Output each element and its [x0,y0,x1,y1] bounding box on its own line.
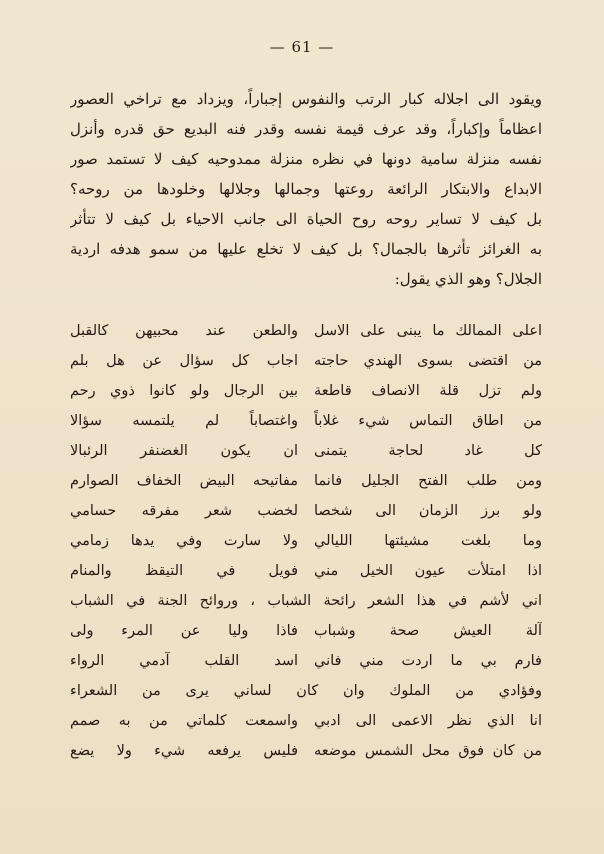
verse-line [70,706,542,736]
verse-line [70,646,542,676]
verse-second-hemistich: واسمعت كلماتي من به صمم [70,713,298,729]
prose-line: الابداع والابتكار الرائعة روعتها وجمالها وجلالها وخلودها من روحه؟ [70,180,542,198]
prose-line: اعظاماً وإكباراً، وقد عرف قيمة نفسه وقدر فنه البديع حق قدره وأنزل [70,120,542,138]
verse-second-hemistich: اجاب كل سؤال عن هل بلم [70,353,298,369]
verse-line [70,556,542,586]
verse-first-hemistich: من اطاق التماس شيء غلاباً [314,413,542,429]
page-number: — 61 — [269,38,335,56]
verse-line: وفؤادي من الملوك وان كان لساني يرى من الشعراء [70,683,542,699]
verse-first-hemistich: ولو برز الزمان الى شخصا [314,503,542,519]
verse-second-hemistich: فاذا وليا عن المرء ولى [70,623,298,639]
verse-second-hemistich: ولا سارت وفي يدها زمامي [70,533,298,549]
verse-second-hemistich: فليس يرفعه شيء ولا يضع [70,743,298,759]
verse-second-hemistich: مفاتيحه البيض الخفاف الصوارم [70,473,298,489]
commentary-line: اني لأشم في هذا الشعر رائحة الشباب ، وروائح الجنة في الشباب [70,593,542,609]
verse-first-hemistich: من اقتضى بسوى الهندي حاجته [314,353,542,369]
verse-first-hemistich: اعلى الممالك ما يبنى على الاسل [314,323,542,339]
verse-first-hemistich: فارم بي ما اردت مني فاني [314,653,542,669]
verse-line [70,376,542,406]
verse-first-hemistich: ومن طلب الفتح الجليل فانما [314,473,542,489]
verse-first-hemistich: اذا امتلأت عيون الخيل مني [314,563,542,579]
prose-line: بل كيف لا تساير روحه روح الحياة الى جانب الاحياء بل كيف لا تتأثر [70,210,542,228]
verse-line [70,616,542,646]
prose-line: نفسه منزلة سامية دونها في نظره منزلة ممدوحيه كيف لا تستمد صور [70,150,542,168]
verse-first-hemistich: وما بلغت مشيئتها الليالي [314,533,542,549]
verse-first-hemistich: من كان فوق محل الشمس موضعه [314,743,542,759]
prose-line: به الغرائز تأثرها بالجمال؟ بل كيف لا تخلع عليها من سمو هدفه اردية [70,240,542,258]
verse-second-hemistich: والطعن عند محبيهن كالقبل [70,323,298,339]
verse-second-hemistich: فويل في التيقظ والمنام [70,563,298,579]
poem [70,316,542,766]
verse-line [70,496,542,526]
verse-line [70,736,542,766]
verse-first-hemistich: كل غاد لحاجة يتمنى [314,443,542,459]
verse-line [70,346,542,376]
verse-line [70,316,542,346]
verse-line [70,406,542,436]
verse-line [70,466,542,496]
prose-line: ويقود الى اجلاله كبار الرتب والنفوس إجباراً، ويزداد مع تراخي العصور [70,90,542,108]
verse-line [70,526,542,556]
verse-second-hemistich: بين الرجال ولو كانوا ذوي رحم [70,383,298,399]
verse-first-hemistich: انا الذي نظر الاعمى الى ادبي [314,713,542,729]
verse-line [70,436,542,466]
verse-first-hemistich: آلة العيش صحة وشباب [314,623,542,639]
prose-line: الجلال؟ وهو الذي يقول: [394,270,542,288]
verse-second-hemistich: واغتصاباً لم يلتمسه سؤالا [70,413,298,429]
verse-second-hemistich: ان يكون الغضنفر الرئبالا [70,443,298,459]
verse-second-hemistich: اسد القلب آدمي الرواء [70,653,298,669]
verse-first-hemistich: ولم تزل قلة الانصاف قاطعة [314,383,542,399]
prose-paragraph [70,84,542,294]
verse-second-hemistich: لخضب شعر مفرقه حسامي [70,503,298,519]
